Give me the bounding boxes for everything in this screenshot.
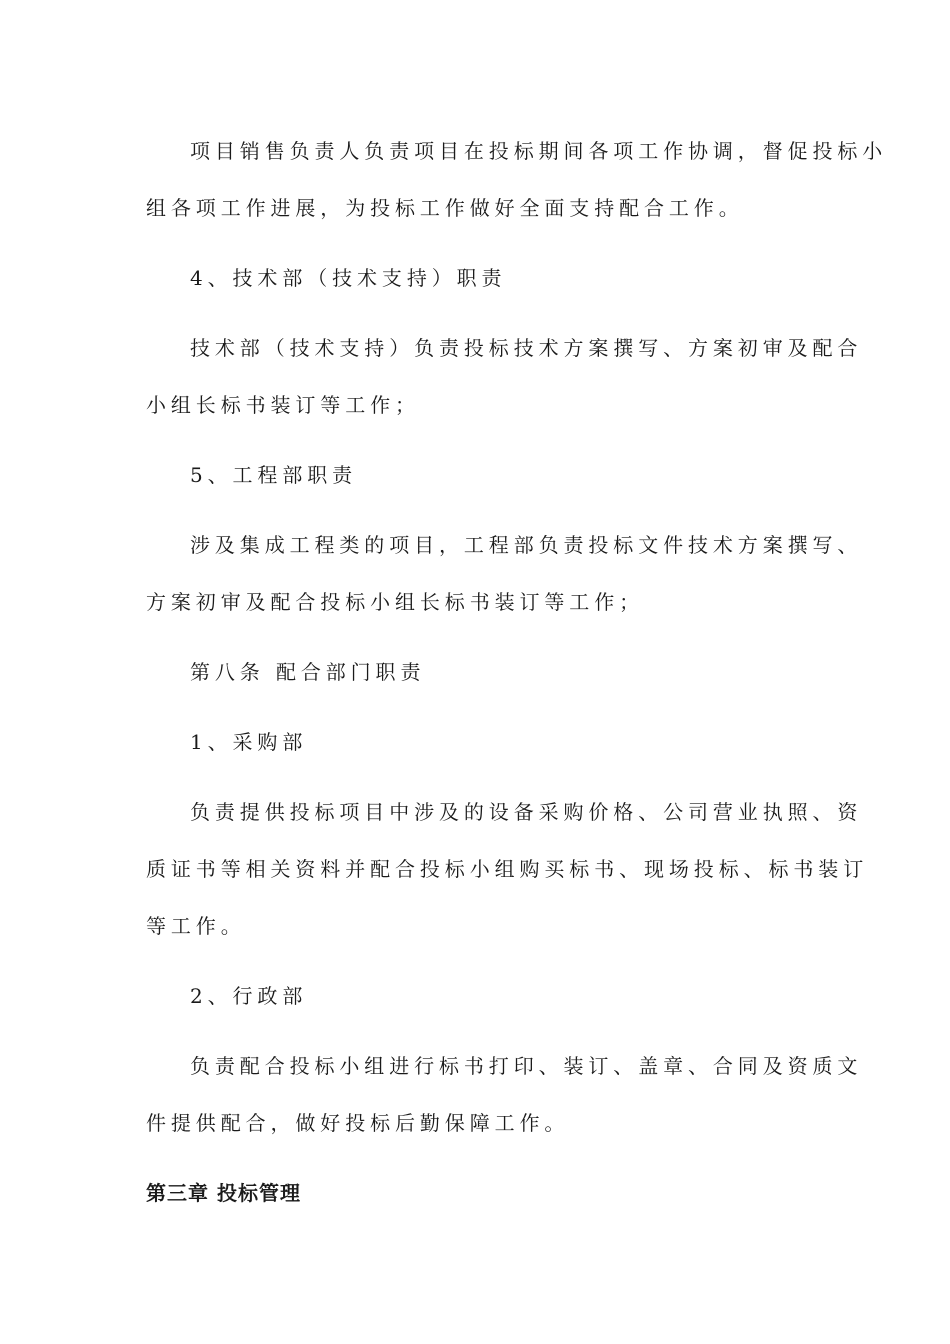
section-heading: 2、行政部 (190, 984, 308, 1008)
section-heading: 5、工程部职责 (190, 463, 358, 487)
paragraph-line: 质证书等相关资料并配合投标小组购买标书、现场投标、标书装订 (146, 857, 869, 881)
paragraph-line: 涉及集成工程类的项目，工程部负责投标文件技术方案撰写、 (190, 533, 863, 557)
paragraph-line: 小组长标书装订等工作； (146, 393, 420, 417)
paragraph-line: 方案初审及配合投标小组长标书装订等工作； (146, 590, 644, 614)
paragraph-line: 件提供配合，做好投标后勤保障工作。 (146, 1111, 570, 1135)
paragraph-line: 负责提供投标项目中涉及的设备采购价格、公司营业执照、资 (190, 800, 863, 824)
paragraph-line: 组各项工作进展，为投标工作做好全面支持配合工作。 (146, 196, 744, 220)
paragraph-line: 等工作。 (146, 914, 246, 938)
paragraph-line: 负责配合投标小组进行标书打印、装订、盖章、合同及资质文 (190, 1054, 863, 1078)
article-heading: 第八条 配合部门职责 (190, 660, 426, 684)
paragraph-line: 项目销售负责人负责项目在投标期间各项工作协调，督促投标小 (190, 139, 888, 163)
chapter-heading: 第三章 投标管理 (146, 1181, 301, 1205)
paragraph-line: 技术部（技术支持）负责投标技术方案撰写、方案初审及配合 (190, 336, 863, 360)
section-heading: 1、采购部 (190, 730, 308, 754)
section-heading: 4、技术部（技术支持）职责 (190, 266, 507, 290)
